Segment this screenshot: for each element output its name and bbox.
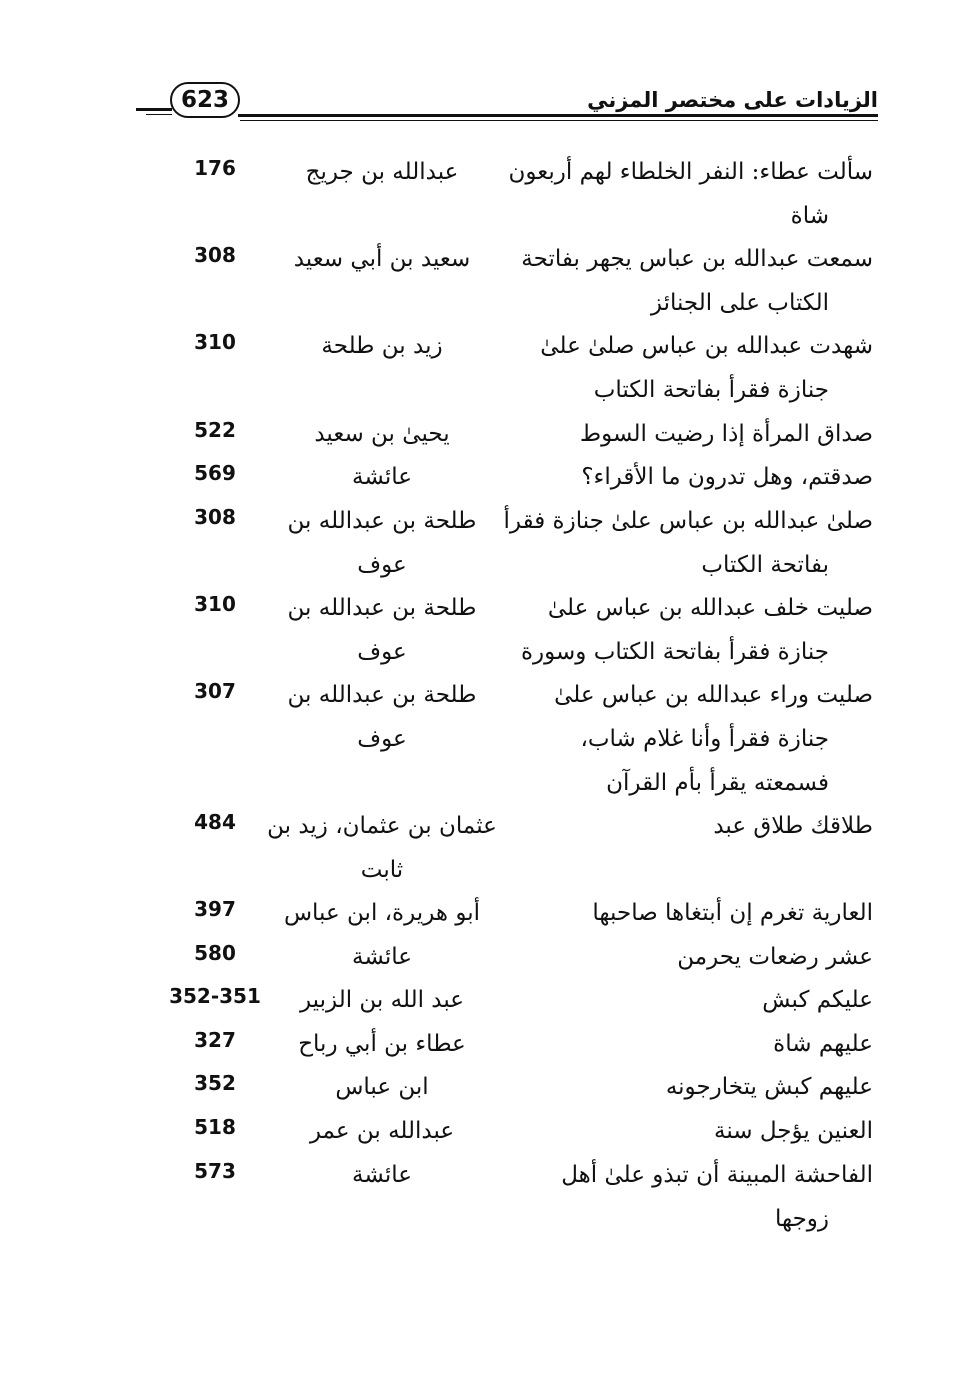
narrator <box>262 499 502 587</box>
narrator <box>262 324 502 368</box>
hadith-line: بفاتحة الكتاب <box>701 551 829 578</box>
header-rule <box>136 108 172 111</box>
index-entry <box>0 1022 957 1066</box>
narrator-line: طلحة بن عبدالله بن <box>287 507 477 534</box>
narrator-line: عائشة <box>352 1161 412 1188</box>
narrator <box>262 1153 502 1197</box>
narrator-line: عثمان بن عثمان، زيد بن <box>267 812 497 839</box>
narrator-line: عطاء بن أبي رباح <box>298 1030 466 1057</box>
page-header <box>136 82 878 128</box>
header-rule <box>238 114 878 117</box>
hadith-text <box>517 1153 873 1241</box>
page-reference: 518 <box>194 1115 236 1140</box>
hadith-text <box>517 673 873 805</box>
narrator <box>262 455 502 499</box>
hadith-text <box>517 804 873 848</box>
hadith-text <box>517 455 873 499</box>
narrator-line: يحيىٰ بن سعيد <box>314 420 450 447</box>
hadith-text <box>517 978 873 1022</box>
index-entry <box>0 150 957 237</box>
header-rule <box>146 114 172 115</box>
narrator <box>262 586 502 674</box>
hadith-line: صدقتم، وهل تدرون ما الأقراء؟ <box>581 464 873 491</box>
header-rule <box>240 120 878 121</box>
hadith-line: العنين يؤجل سنة <box>714 1118 873 1145</box>
page-reference: 573 <box>194 1158 236 1183</box>
hadith-line: سمعت عبدالله بن عباس يجهر بفاتحة <box>521 246 873 273</box>
hadith-line: زوجها <box>774 1205 829 1232</box>
hadith-line: فسمعته يقرأ بأم القرآن <box>606 770 829 797</box>
hadith-line: صداق المرأة إذا رضيت السوط <box>579 420 873 447</box>
hadith-text <box>503 499 873 587</box>
hadith-line: عليهم شاة <box>773 1030 873 1057</box>
page-reference: 310 <box>194 591 236 616</box>
narrator <box>262 673 502 761</box>
hadith-text <box>508 150 873 238</box>
narrator <box>262 891 502 935</box>
hadith-text <box>517 324 873 412</box>
hadith-line: طلاقك طلاق عبد <box>713 812 873 839</box>
hadith-line: عشر رضعات يحرمن <box>677 943 873 970</box>
page-reference: 569 <box>194 461 236 486</box>
page-reference: 307 <box>194 679 236 704</box>
hadith-text <box>517 891 873 935</box>
index-entry <box>0 324 957 411</box>
hadith-line: شاة <box>790 203 829 229</box>
hadith-line: صليت خلف عبدالله بن عباس علىٰ <box>547 594 873 621</box>
hadith-line: صليت وراء عبدالله بن عباس علىٰ <box>554 682 873 709</box>
hadith-line: الكتاب على الجنائز <box>650 290 829 317</box>
hadith-line: صلىٰ عبدالله بن عباس علىٰ جنازة فقرأ <box>503 507 873 534</box>
index-entry <box>0 1153 957 1240</box>
narrator <box>262 412 502 456</box>
narrator-line: زيد بن طلحة <box>321 333 443 360</box>
narrator-line: عبدالله بن جريج <box>305 159 459 185</box>
narrator <box>262 1109 502 1153</box>
narrator-line: عبد الله بن الزبير <box>299 987 465 1014</box>
hadith-line: عليهم كبش يتخارجونه <box>665 1074 873 1101</box>
index-entry <box>0 673 957 804</box>
index-entry <box>0 586 957 673</box>
running-title: الزيادات على مختصر المزني <box>587 88 878 112</box>
hadith-line: جنازة فقرأ وأنا غلام شاب، <box>580 726 829 753</box>
page-reference: 484 <box>194 809 236 834</box>
index-entry <box>0 237 957 324</box>
index-entry <box>0 1109 957 1153</box>
hadith-line: جنازة فقرأ بفاتحة الكتاب وسورة <box>520 638 829 665</box>
narrator-line: عوف <box>357 726 407 753</box>
index-entry <box>0 499 957 586</box>
index-entry <box>0 412 957 456</box>
hadith-text <box>517 935 873 979</box>
index-entry <box>0 1065 957 1109</box>
narrator-line: عائشة <box>352 943 412 970</box>
narrator <box>262 935 502 979</box>
hadith-line: جنازة فقرأ بفاتحة الكتاب <box>593 377 829 404</box>
narrator <box>262 1065 502 1109</box>
page-reference: 352 <box>194 1071 236 1096</box>
page-reference: 397 <box>194 897 236 922</box>
index-entry <box>0 804 957 891</box>
narrator <box>262 150 502 194</box>
hadith-text <box>517 412 873 456</box>
narrator <box>262 978 502 1022</box>
page-reference: 310 <box>194 330 236 355</box>
narrator-line: ثابت <box>360 856 404 883</box>
page-reference: 308 <box>194 243 236 268</box>
hadith-line: شهدت عبدالله بن عباس صلىٰ علىٰ <box>540 333 873 360</box>
narrator-line: طلحة بن عبدالله بن <box>287 594 477 621</box>
hadith-text <box>517 237 873 325</box>
page-reference: 327 <box>194 1027 236 1052</box>
hadith-text <box>517 586 873 674</box>
narrator <box>262 1022 502 1066</box>
index-entry <box>0 455 957 499</box>
narrator-line: سعيد بن أبي سعيد <box>293 246 471 273</box>
page-reference: 308 <box>194 504 236 529</box>
hadith-line: سألت عطاء: النفر الخلطاء لهم أربعون <box>508 159 873 185</box>
narrator-line: طلحة بن عبدالله بن <box>287 682 477 709</box>
index-table <box>0 150 957 1240</box>
narrator-line: عبدالله بن عمر <box>309 1118 455 1145</box>
index-entry <box>0 978 957 1022</box>
hadith-text <box>517 1065 873 1109</box>
page-reference: 522 <box>194 417 236 442</box>
page-number: 623 <box>170 82 240 118</box>
hadith-line: الفاحشة المبينة أن تبذو علىٰ أهل <box>561 1161 873 1188</box>
page-reference: 352-351 <box>169 984 261 1009</box>
page-reference: 176 <box>194 156 236 180</box>
hadith-text <box>517 1109 873 1153</box>
narrator <box>262 804 502 892</box>
page-reference: 580 <box>194 940 236 965</box>
index-entry <box>0 891 957 935</box>
narrator-line: أبو هريرة، ابن عباس <box>283 900 481 927</box>
hadith-line: العارية تغرم إن أبتغاها صاحبها <box>592 900 873 927</box>
index-entry <box>0 935 957 979</box>
narrator-line: عوف <box>357 551 407 578</box>
narrator <box>262 237 502 281</box>
hadith-text <box>517 1022 873 1066</box>
narrator-line: عائشة <box>352 464 412 491</box>
hadith-line: عليكم كبش <box>762 987 873 1014</box>
narrator-line: عوف <box>357 638 407 665</box>
narrator-line: ابن عباس <box>335 1074 429 1101</box>
